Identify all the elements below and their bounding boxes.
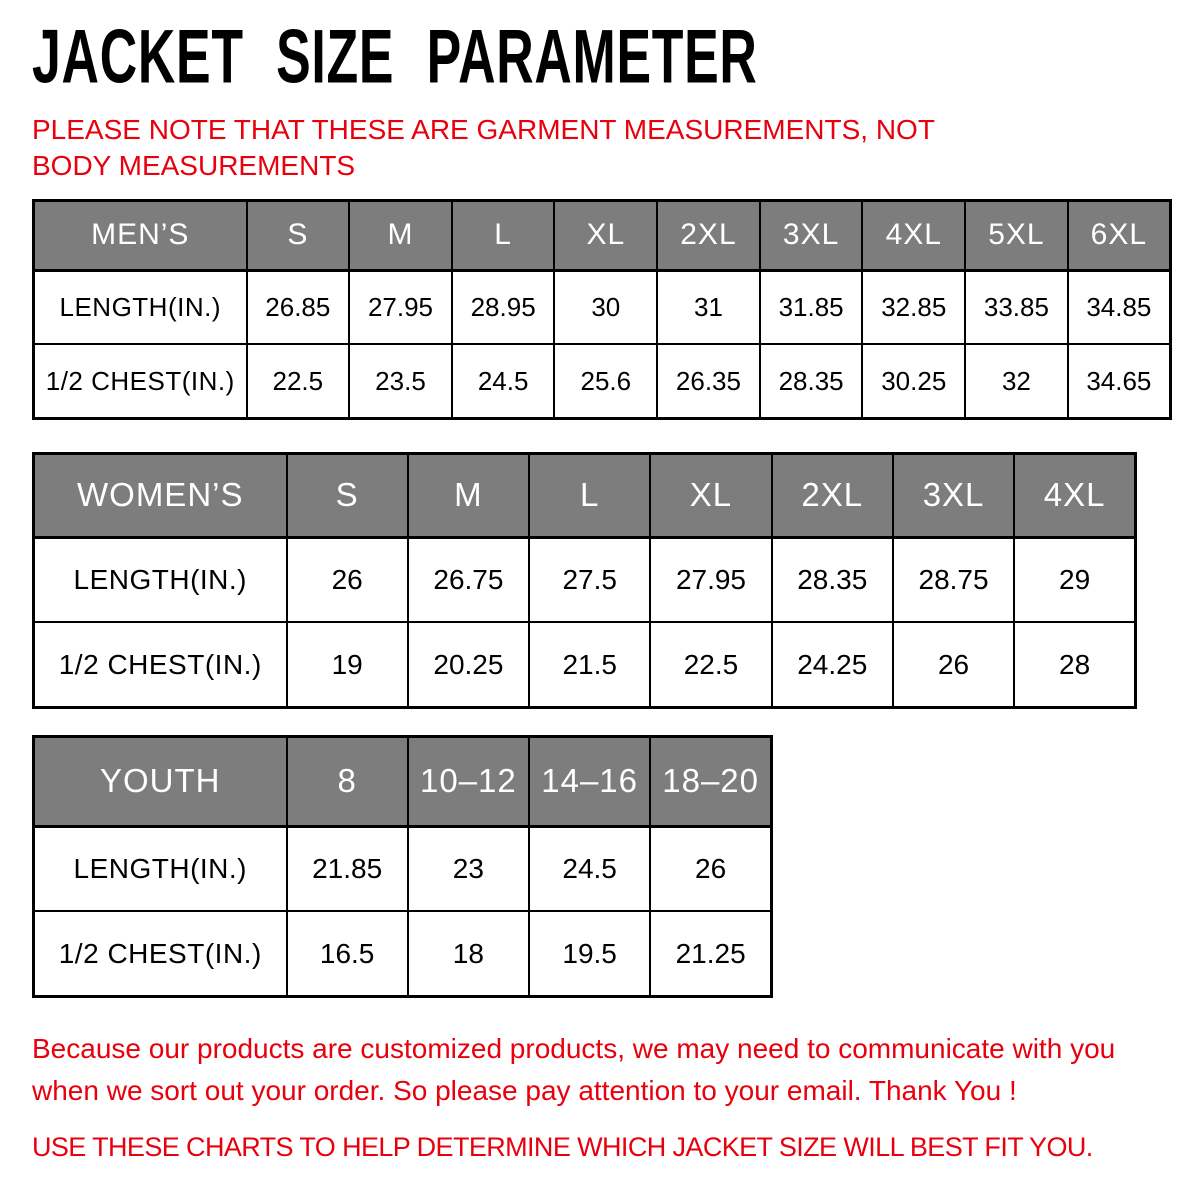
youth-row-label-1-2-chest-in: 1/2 CHEST(IN.) — [34, 911, 287, 996]
mens-size-value: 27.95 — [349, 270, 452, 344]
womens-size-value: 24.25 — [772, 622, 893, 707]
womens-size-header-4xl: 4XL — [1014, 453, 1135, 537]
mens-size-value: 34.65 — [1068, 344, 1171, 418]
mens-size-header-5xl: 5XL — [965, 200, 1068, 270]
youth-row-label-length-in: LENGTH(IN.) — [34, 826, 287, 911]
mens-size-value: 24.5 — [452, 344, 555, 418]
youth-table-title: YOUTH — [34, 736, 287, 826]
mens-size-value: 30.25 — [862, 344, 965, 418]
womens-size-value: 27.5 — [529, 537, 650, 622]
mens-size-header-4xl: 4XL — [862, 200, 965, 270]
youth-size-header-8: 8 — [287, 736, 408, 826]
womens-measurement-row — [34, 622, 1136, 707]
page-title — [32, 14, 1172, 100]
mens-size-value: 26.35 — [657, 344, 760, 418]
youth-size-value: 16.5 — [287, 911, 408, 996]
mens-size-value: 28.95 — [452, 270, 555, 344]
youth-size-value: 21.85 — [287, 826, 408, 911]
womens-size-value: 19 — [287, 622, 408, 707]
womens-size-value: 26 — [287, 537, 408, 622]
mens-size-value: 33.85 — [965, 270, 1068, 344]
womens-size-table — [32, 452, 1137, 709]
womens-size-header-s: S — [287, 453, 408, 537]
youth-size-value: 24.5 — [529, 826, 650, 911]
womens-size-value: 26.75 — [408, 537, 529, 622]
mens-size-header-l: L — [452, 200, 555, 270]
mens-size-value: 31.85 — [760, 270, 863, 344]
womens-size-value: 29 — [1014, 537, 1135, 622]
mens-size-table — [32, 199, 1172, 420]
youth-size-table — [32, 735, 773, 998]
mens-size-value: 32 — [965, 344, 1068, 418]
youth-size-value: 19.5 — [529, 911, 650, 996]
youth-size-value: 26 — [650, 826, 771, 911]
mens-row-label-length-in: LENGTH(IN.) — [34, 270, 247, 344]
womens-size-value: 26 — [893, 622, 1014, 707]
youth-size-header-18-20: 18–20 — [650, 736, 771, 826]
womens-size-value: 20.25 — [408, 622, 529, 707]
usage-instruction: USE THESE CHARTS TO HELP DETERMINE WHICH JACKET SIZE WILL BEST FIT YOU. — [32, 1131, 1093, 1162]
womens-size-header-xl: XL — [650, 453, 771, 537]
womens-row-label-1-2-chest-in: 1/2 CHEST(IN.) — [34, 622, 287, 707]
youth-size-header-14-16: 14–16 — [529, 736, 650, 826]
womens-size-header-m: M — [408, 453, 529, 537]
mens-measurement-row — [34, 270, 1171, 344]
mens-size-value: 32.85 — [862, 270, 965, 344]
youth-size-header-10-12: 10–12 — [408, 736, 529, 826]
womens-measurement-row — [34, 537, 1136, 622]
mens-size-header-2xl: 2XL — [657, 200, 760, 270]
womens-table-title: WOMEN’S — [34, 453, 287, 537]
mens-size-header-s: S — [247, 200, 350, 270]
womens-size-value: 28.35 — [772, 537, 893, 622]
womens-size-value: 28 — [1014, 622, 1135, 707]
womens-size-header-3xl: 3XL — [893, 453, 1014, 537]
mens-size-header-3xl: 3XL — [760, 200, 863, 270]
mens-size-value: 28.35 — [760, 344, 863, 418]
mens-table-title: MEN’S — [34, 200, 247, 270]
mens-size-value: 25.6 — [554, 344, 657, 418]
youth-size-value: 23 — [408, 826, 529, 911]
womens-size-header-2xl: 2XL — [772, 453, 893, 537]
mens-row-label-1-2-chest-in: 1/2 CHEST(IN.) — [34, 344, 247, 418]
youth-size-value: 18 — [408, 911, 529, 996]
mens-size-value: 26.85 — [247, 270, 350, 344]
youth-measurement-row — [34, 911, 772, 996]
mens-size-header-6xl: 6XL — [1068, 200, 1171, 270]
page-title-text: JACKET SIZE PARAMETER — [32, 14, 758, 100]
mens-size-value: 34.85 — [1068, 270, 1171, 344]
mens-size-value: 23.5 — [349, 344, 452, 418]
womens-size-value: 28.75 — [893, 537, 1014, 622]
youth-size-value: 21.25 — [650, 911, 771, 996]
mens-size-header-m: M — [349, 200, 452, 270]
garment-measurement-note: PLEASE NOTE THAT THESE ARE GARMENT MEASUREMENTS, NOT BODY MEASUREMENTS — [32, 114, 935, 182]
mens-size-value: 30 — [554, 270, 657, 344]
mens-size-value: 22.5 — [247, 344, 350, 418]
womens-size-value: 22.5 — [650, 622, 771, 707]
customization-notice: Because our products are customized products, we may need to communicate with you when we sort out your order. So please pay attention to your email. Thank You ! — [32, 1032, 1116, 1106]
mens-measurement-row — [34, 344, 1171, 418]
mens-size-value: 31 — [657, 270, 760, 344]
mens-size-header-xl: XL — [554, 200, 657, 270]
womens-size-value: 21.5 — [529, 622, 650, 707]
womens-size-header-l: L — [529, 453, 650, 537]
youth-measurement-row — [34, 826, 772, 911]
womens-row-label-length-in: LENGTH(IN.) — [34, 537, 287, 622]
womens-size-value: 27.95 — [650, 537, 771, 622]
